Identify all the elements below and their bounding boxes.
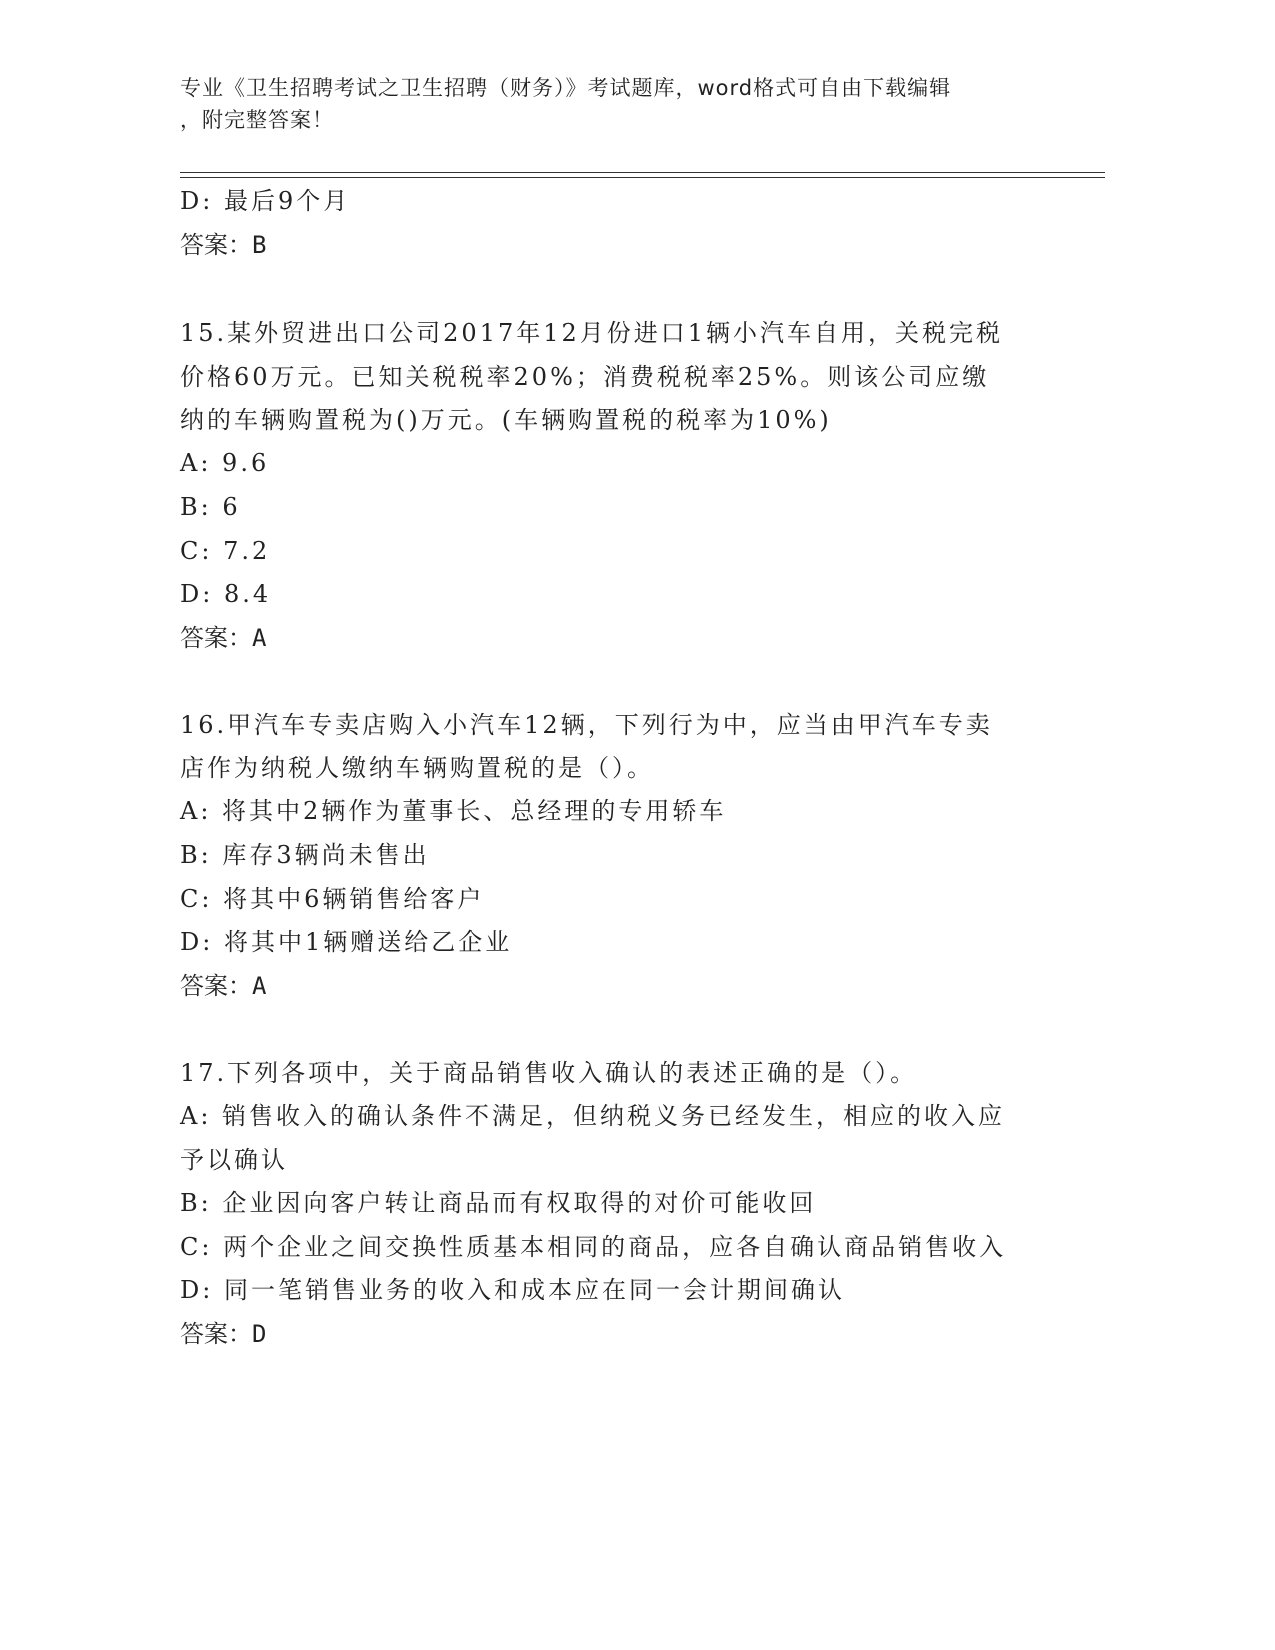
answer-label: 答案： [180,1320,252,1348]
prev-question-option-d: D: 最后9个月 [180,187,351,215]
header-divider-bottom [180,177,1105,178]
q15-answer [180,623,266,653]
q15-option-b: B: 6 [180,493,241,521]
q16-stem-line: 16.甲汽车专卖店购入小汽车12辆，下列行为中，应当由甲汽车专卖 [180,711,993,739]
q16-option-b: B: 库存3辆尚未售出 [180,841,430,869]
q17-option-d: D: 同一笔销售业务的收入和成本应在同一会计期间确认 [180,1276,845,1304]
q17-option-c: C: 两个企业之间交换性质基本相同的商品，应各自确认商品销售收入 [180,1233,1007,1261]
q16-option-d: D: 将其中1辆赠送给乙企业 [180,928,513,956]
answer-value: A [252,624,267,652]
answer-value: A [252,972,267,1000]
q15-option-a: A: 9.6 [180,449,270,477]
q15-option-c: C: 7.2 [180,537,271,565]
q15-stem-line: 价格60万元。已知关税税率20%；消费税税率25%。则该公司应缴 [180,363,990,391]
answer-label: 答案： [180,624,252,652]
q17-option-a: A: 销售收入的确认条件不满足，但纳税义务已经发生，相应的收入应 [180,1102,1006,1130]
q16-answer [180,971,266,1001]
q17-answer [180,1319,266,1349]
answer-value: B [252,231,267,259]
q15-option-d: D: 8.4 [180,580,272,608]
answer-value: D [252,1320,267,1348]
q15-stem-line: 纳的车辆购置税为()万元。(车辆购置税的税率为10%) [180,406,832,434]
answer-label: 答案： [180,972,252,1000]
header-divider-top [180,172,1105,173]
q17-option-a-continued: 予以确认 [180,1146,288,1174]
q15-stem-line: 15.某外贸进出口公司2017年12月份进口1辆小汽车自用，关税完税 [180,319,1004,347]
header-title-line: 专业《卫生招聘考试之卫生招聘（财务）》考试题库，word格式可自由下载编辑 [180,76,952,100]
prev-question-answer [180,230,266,260]
q17-stem-line: 17.下列各项中，关于商品销售收入确认的表述正确的是（）。 [180,1059,918,1087]
q16-option-a: A: 将其中2辆作为董事长、总经理的专用轿车 [180,797,727,825]
header-title-line-continued: ，附完整答案！ [180,108,334,132]
q16-stem-line: 店作为纳税人缴纳车辆购置税的是（）。 [180,754,654,782]
answer-label: 答案： [180,231,252,259]
document-header [180,72,1040,136]
q16-option-c: C: 将其中6辆销售给客户 [180,885,485,913]
q17-option-b: B: 企业因向客户转让商品而有权取得的对价可能收回 [180,1189,817,1217]
